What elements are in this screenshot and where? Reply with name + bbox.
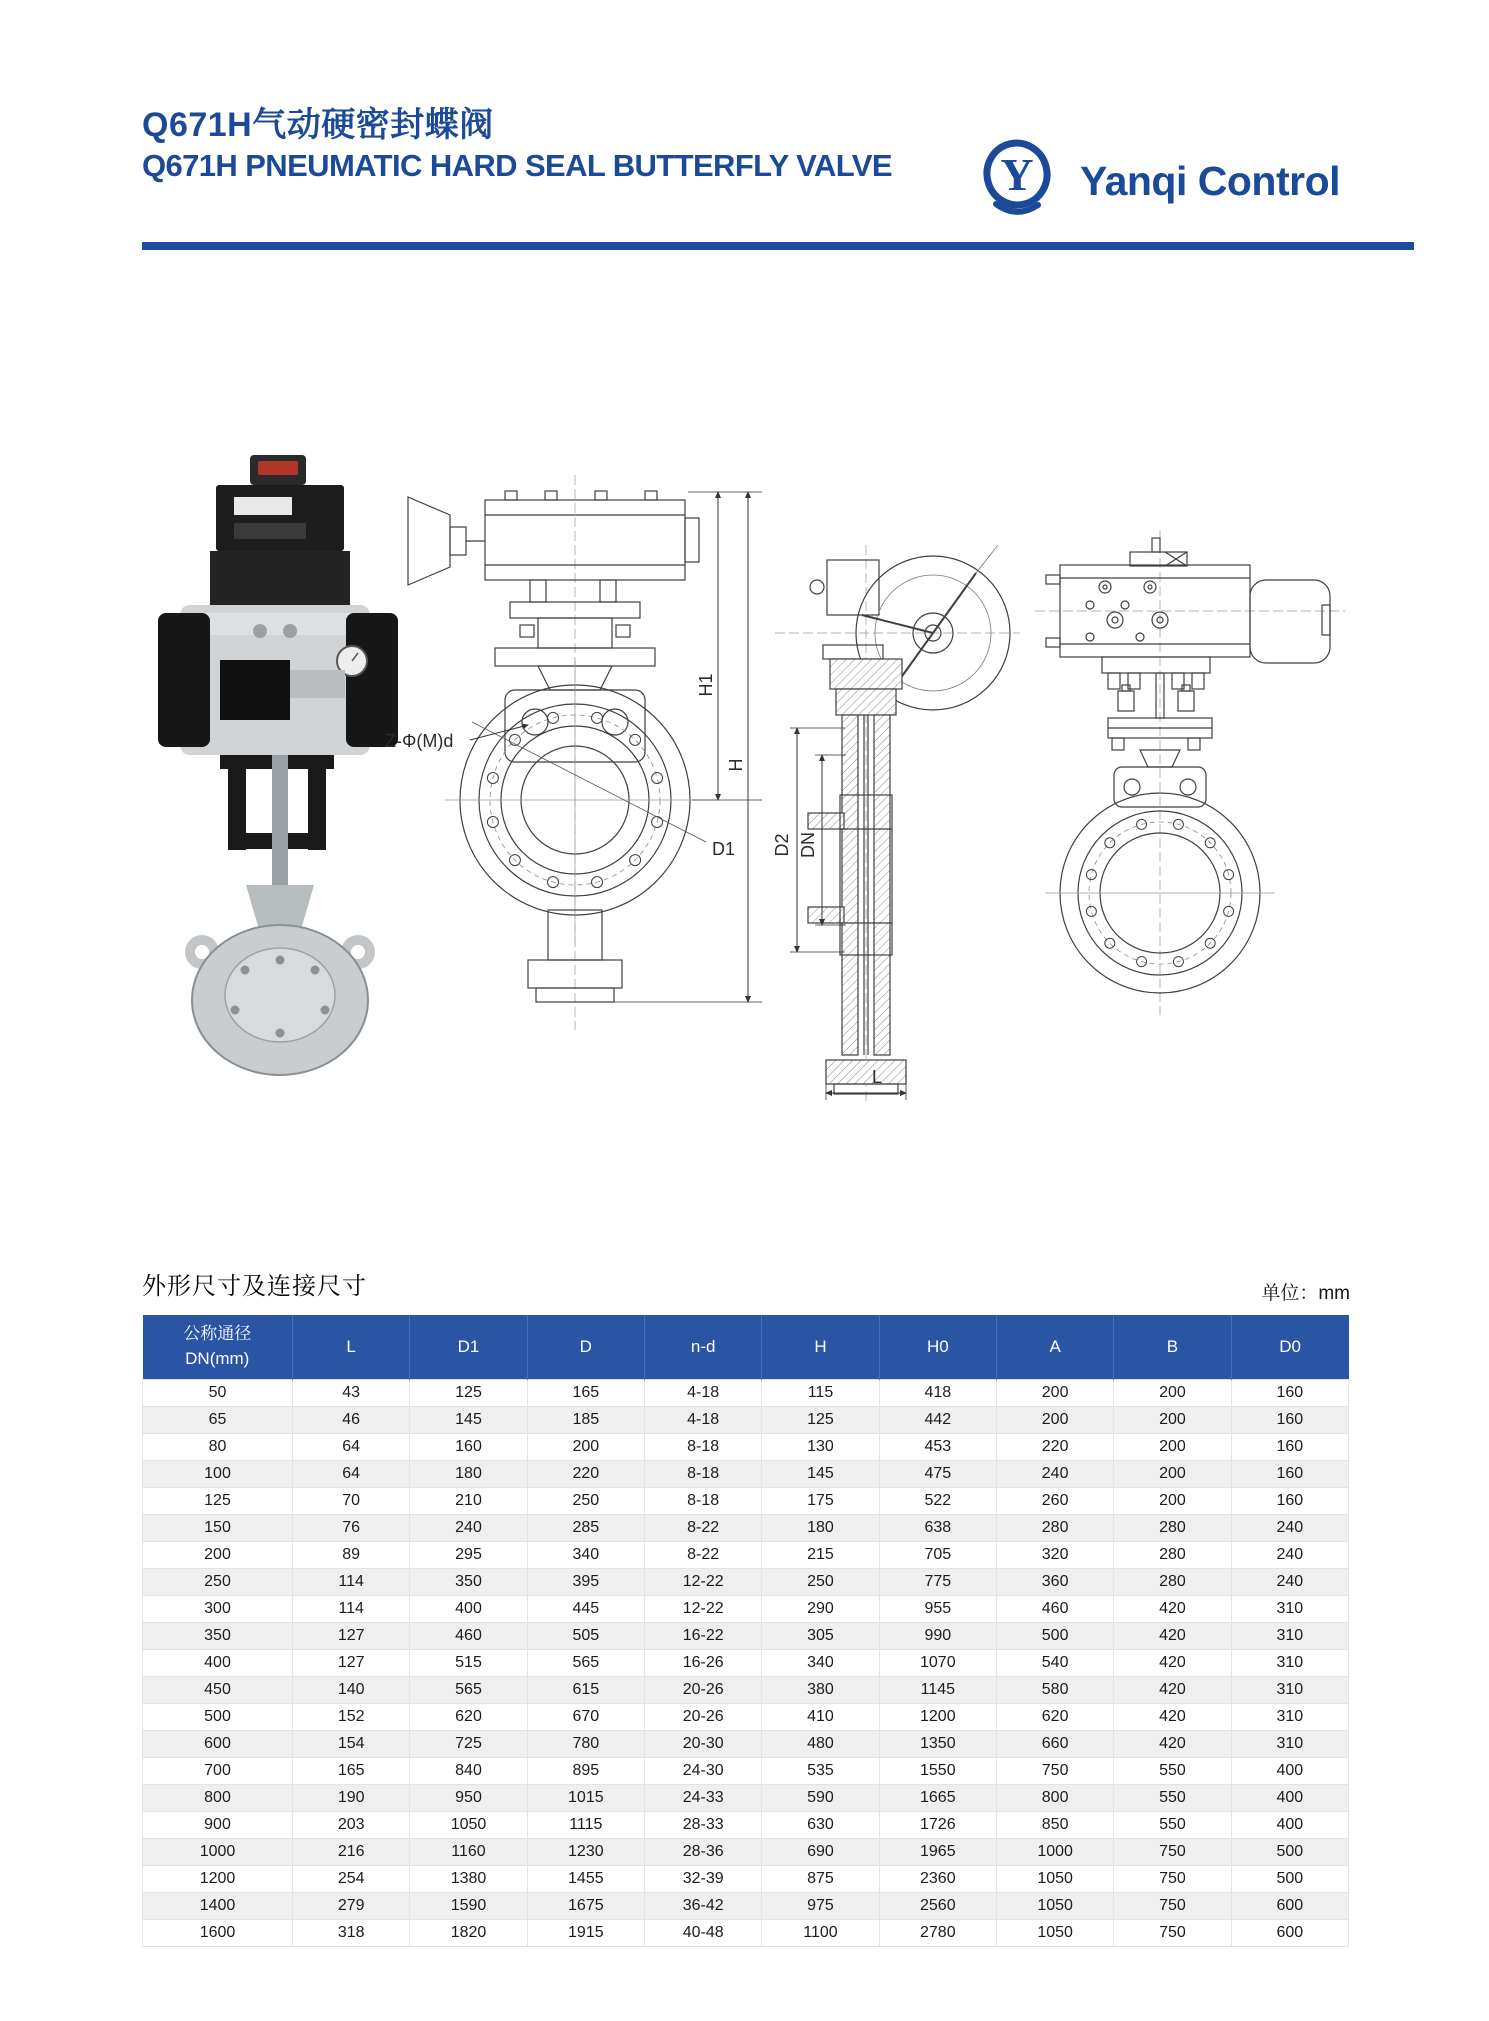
table-cell: 190: [293, 1784, 410, 1811]
table-cell: 280: [996, 1514, 1113, 1541]
table-cell: 750: [1114, 1838, 1231, 1865]
table-row: [143, 1379, 1349, 1406]
valve-drawings: [140, 415, 1360, 1115]
table-cell: 305: [762, 1622, 879, 1649]
table-row: [143, 1784, 1349, 1811]
table-cell: 125: [410, 1379, 527, 1406]
table-cell: 800: [996, 1784, 1113, 1811]
table-cell: 460: [410, 1622, 527, 1649]
table-cell: 1230: [527, 1838, 644, 1865]
table-cell: 2560: [879, 1892, 996, 1919]
table-cell: 750: [996, 1757, 1113, 1784]
column-header-dn: [143, 1315, 293, 1379]
table-row: [143, 1541, 1349, 1568]
table-cell: 12-22: [644, 1595, 761, 1622]
table-cell: 1145: [879, 1676, 996, 1703]
table-cell: 565: [410, 1676, 527, 1703]
table-cell: 1000: [143, 1838, 293, 1865]
table-cell: 690: [762, 1838, 879, 1865]
column-header: H0: [879, 1315, 996, 1379]
product-title-zh: Q671H气动硬密封蝶阀: [142, 106, 494, 144]
table-cell: 850: [996, 1811, 1113, 1838]
table-cell: 350: [410, 1568, 527, 1595]
table-cell: 1590: [410, 1892, 527, 1919]
table-cell: 254: [293, 1865, 410, 1892]
table-cell: 20-30: [644, 1730, 761, 1757]
table-cell: 875: [762, 1865, 879, 1892]
table-cell: 43: [293, 1379, 410, 1406]
table-cell: 240: [1231, 1568, 1348, 1595]
table-cell: 460: [996, 1595, 1113, 1622]
table-cell: 550: [1114, 1784, 1231, 1811]
table-cell: 565: [527, 1649, 644, 1676]
table-row: [143, 1460, 1349, 1487]
table-cell: 550: [1114, 1811, 1231, 1838]
table-cell: 80: [143, 1433, 293, 1460]
table-cell: 750: [1114, 1892, 1231, 1919]
table-cell: 320: [996, 1541, 1113, 1568]
table-cell: 310: [1231, 1676, 1348, 1703]
dim-table-body: [143, 1379, 1349, 1946]
table-cell: 310: [1231, 1649, 1348, 1676]
table-row: [143, 1865, 1349, 1892]
table-cell: 240: [1231, 1514, 1348, 1541]
table-cell: 360: [996, 1568, 1113, 1595]
table-cell: 46: [293, 1406, 410, 1433]
table-cell: 12-22: [644, 1568, 761, 1595]
brand-logo-icon: [978, 136, 1056, 227]
table-cell: 240: [1231, 1541, 1348, 1568]
column-header: H: [762, 1315, 879, 1379]
table-cell: 24-30: [644, 1757, 761, 1784]
table-row: [143, 1622, 1349, 1649]
table-cell: 125: [762, 1406, 879, 1433]
table-cell: 340: [762, 1649, 879, 1676]
table-cell: 2360: [879, 1865, 996, 1892]
table-cell: 8-18: [644, 1433, 761, 1460]
table-cell: 475: [879, 1460, 996, 1487]
table-cell: 216: [293, 1838, 410, 1865]
unit-note: 单位：mm: [1261, 1283, 1350, 1304]
table-cell: 705: [879, 1541, 996, 1568]
table-cell: 8-22: [644, 1514, 761, 1541]
table-cell: 240: [996, 1460, 1113, 1487]
table-cell: 450: [143, 1676, 293, 1703]
column-header: B: [1114, 1315, 1231, 1379]
table-cell: 515: [410, 1649, 527, 1676]
table-cell: 1455: [527, 1865, 644, 1892]
table-cell: 840: [410, 1757, 527, 1784]
table-cell: 210: [410, 1487, 527, 1514]
table-cell: 453: [879, 1433, 996, 1460]
front-view-drawing: [408, 475, 762, 1030]
table-cell: 1380: [410, 1865, 527, 1892]
table-cell: 638: [879, 1514, 996, 1541]
table-cell: 418: [879, 1379, 996, 1406]
table-cell: 200: [1114, 1433, 1231, 1460]
table-cell: 250: [143, 1568, 293, 1595]
table-row: [143, 1595, 1349, 1622]
table-cell: 127: [293, 1622, 410, 1649]
table-cell: 32-39: [644, 1865, 761, 1892]
table-cell: 750: [1114, 1919, 1231, 1946]
table-cell: 420: [1114, 1595, 1231, 1622]
table-cell: 445: [527, 1595, 644, 1622]
table-row: [143, 1676, 1349, 1703]
table-cell: 280: [1114, 1541, 1231, 1568]
table-cell: 20-26: [644, 1703, 761, 1730]
table-cell: 114: [293, 1595, 410, 1622]
table-cell: 180: [762, 1514, 879, 1541]
table-cell: 800: [143, 1784, 293, 1811]
table-cell: 620: [410, 1703, 527, 1730]
table-cell: 950: [410, 1784, 527, 1811]
table-cell: 200: [1114, 1460, 1231, 1487]
table-cell: 115: [762, 1379, 879, 1406]
table-cell: 36-42: [644, 1892, 761, 1919]
table-row: [143, 1892, 1349, 1919]
table-cell: 250: [762, 1568, 879, 1595]
table-cell: 24-33: [644, 1784, 761, 1811]
table-cell: 895: [527, 1757, 644, 1784]
table-cell: 160: [1231, 1460, 1348, 1487]
actuator-front: [485, 500, 685, 580]
table-cell: 200: [996, 1379, 1113, 1406]
table-cell: 200: [1114, 1406, 1231, 1433]
table-cell: 310: [1231, 1730, 1348, 1757]
table-cell: 1000: [996, 1838, 1113, 1865]
table-cell: 620: [996, 1703, 1113, 1730]
table-cell: 152: [293, 1703, 410, 1730]
table-row: [143, 1514, 1349, 1541]
table-cell: 8-18: [644, 1460, 761, 1487]
table-cell: 220: [527, 1460, 644, 1487]
table-cell: 725: [410, 1730, 527, 1757]
table-cell: 50: [143, 1379, 293, 1406]
table-cell: 955: [879, 1595, 996, 1622]
table-cell: 522: [879, 1487, 996, 1514]
table-cell: 4-18: [644, 1406, 761, 1433]
dimensions-table: [142, 1315, 1349, 1947]
table-cell: 580: [996, 1676, 1113, 1703]
table-cell: 400: [410, 1595, 527, 1622]
right-view-drawing: [1035, 530, 1345, 1015]
table-cell: 1050: [410, 1811, 527, 1838]
table-cell: 750: [1114, 1865, 1231, 1892]
table-cell: 180: [410, 1460, 527, 1487]
table-cell: 500: [996, 1622, 1113, 1649]
table-cell: 145: [762, 1460, 879, 1487]
table-cell: 1675: [527, 1892, 644, 1919]
table-cell: 590: [762, 1784, 879, 1811]
table-cell: 380: [762, 1676, 879, 1703]
table-cell: 64: [293, 1460, 410, 1487]
table-cell: 630: [762, 1811, 879, 1838]
table-cell: 125: [143, 1487, 293, 1514]
table-cell: 165: [293, 1757, 410, 1784]
table-cell: 420: [1114, 1730, 1231, 1757]
table-cell: 350: [143, 1622, 293, 1649]
table-cell: 290: [762, 1595, 879, 1622]
table-cell: 160: [410, 1433, 527, 1460]
table-cell: 70: [293, 1487, 410, 1514]
handwheel-profile: [408, 497, 450, 585]
table-cell: 240: [410, 1514, 527, 1541]
table-cell: 64: [293, 1433, 410, 1460]
table-cell: 65: [143, 1406, 293, 1433]
table-cell: 1050: [996, 1865, 1113, 1892]
table-cell: 1550: [879, 1757, 996, 1784]
table-cell: 550: [1114, 1757, 1231, 1784]
header-divider: [142, 242, 1414, 250]
table-cell: 310: [1231, 1703, 1348, 1730]
table-cell: 310: [1231, 1622, 1348, 1649]
table-cell: 1350: [879, 1730, 996, 1757]
table-cell: 395: [527, 1568, 644, 1595]
table-cell: 200: [996, 1406, 1113, 1433]
table-cell: 20-26: [644, 1676, 761, 1703]
table-cell: 1070: [879, 1649, 996, 1676]
solenoid-side: [1250, 580, 1330, 663]
table-cell: 150: [143, 1514, 293, 1541]
table-cell: 16-22: [644, 1622, 761, 1649]
table-cell: 16-26: [644, 1649, 761, 1676]
table-cell: 185: [527, 1406, 644, 1433]
table-cell: 540: [996, 1649, 1113, 1676]
table-cell: 1050: [996, 1892, 1113, 1919]
d1-label: D1: [712, 839, 736, 859]
table-cell: 780: [527, 1730, 644, 1757]
valve-photo: [158, 455, 398, 1075]
table-row: [143, 1568, 1349, 1595]
table-cell: 975: [762, 1892, 879, 1919]
table-row: [143, 1649, 1349, 1676]
brand-logo: [978, 136, 1340, 227]
solenoid-valve: [220, 660, 290, 720]
column-header-dn-line1: 公称通径: [183, 1324, 252, 1344]
h-label: H: [726, 758, 746, 772]
product-title-en: Q671H PNEUMATIC HARD SEAL BUTTERFLY VALVE: [142, 148, 892, 184]
table-cell: 8-22: [644, 1541, 761, 1568]
table-cell: 4-18: [644, 1379, 761, 1406]
column-header: A: [996, 1315, 1113, 1379]
table-cell: 1965: [879, 1838, 996, 1865]
table-cell: 400: [1231, 1811, 1348, 1838]
table-cell: 535: [762, 1757, 879, 1784]
table-cell: 28-33: [644, 1811, 761, 1838]
table-cell: 600: [1231, 1892, 1348, 1919]
table-cell: 310: [1231, 1595, 1348, 1622]
table-cell: 615: [527, 1676, 644, 1703]
table-cell: 279: [293, 1892, 410, 1919]
table-cell: 127: [293, 1649, 410, 1676]
table-cell: 990: [879, 1622, 996, 1649]
dim-table-header-row: [143, 1315, 1349, 1379]
table-cell: 1726: [879, 1811, 996, 1838]
table-cell: 200: [1114, 1487, 1231, 1514]
table-cell: 900: [143, 1811, 293, 1838]
d2-label: D2: [772, 833, 792, 857]
table-cell: 76: [293, 1514, 410, 1541]
table-cell: 154: [293, 1730, 410, 1757]
table-cell: 250: [527, 1487, 644, 1514]
column-header: L: [293, 1315, 410, 1379]
table-cell: 220: [996, 1433, 1113, 1460]
table-row: [143, 1730, 1349, 1757]
l-label: L: [872, 1067, 883, 1087]
table-cell: 200: [1114, 1379, 1231, 1406]
table-cell: 28-36: [644, 1838, 761, 1865]
table-cell: 160: [1231, 1433, 1348, 1460]
table-cell: 200: [527, 1433, 644, 1460]
table-cell: 40-48: [644, 1919, 761, 1946]
table-cell: 8-18: [644, 1487, 761, 1514]
table-cell: 500: [143, 1703, 293, 1730]
table-cell: 280: [1114, 1568, 1231, 1595]
table-cell: 505: [527, 1622, 644, 1649]
table-cell: 775: [879, 1568, 996, 1595]
table-cell: 340: [527, 1541, 644, 1568]
table-cell: 700: [143, 1757, 293, 1784]
indicator-dome: [258, 461, 298, 475]
table-cell: 203: [293, 1811, 410, 1838]
section-view-drawing: [775, 545, 1020, 1105]
table-cell: 1050: [996, 1919, 1113, 1946]
table-cell: 400: [1231, 1784, 1348, 1811]
table-cell: 500: [1231, 1838, 1348, 1865]
table-row: [143, 1433, 1349, 1460]
table-cell: 295: [410, 1541, 527, 1568]
table-cell: 420: [1114, 1676, 1231, 1703]
table-cell: 410: [762, 1703, 879, 1730]
h1-label: H1: [696, 673, 716, 697]
table-cell: 500: [1231, 1865, 1348, 1892]
table-cell: 1820: [410, 1919, 527, 1946]
table-cell: 1665: [879, 1784, 996, 1811]
table-row: [143, 1487, 1349, 1514]
table-cell: 660: [996, 1730, 1113, 1757]
table-cell: 130: [762, 1433, 879, 1460]
column-header: D: [527, 1315, 644, 1379]
table-cell: 1200: [143, 1865, 293, 1892]
table-cell: 400: [1231, 1757, 1348, 1784]
table-cell: 1400: [143, 1892, 293, 1919]
table-cell: 400: [143, 1649, 293, 1676]
table-row: [143, 1838, 1349, 1865]
table-cell: 89: [293, 1541, 410, 1568]
table-cell: 285: [527, 1514, 644, 1541]
table-cell: 260: [996, 1487, 1113, 1514]
table-cell: 1200: [879, 1703, 996, 1730]
brand-initial: Y: [1000, 149, 1034, 200]
table-cell: 100: [143, 1460, 293, 1487]
brand-name: Yanqi Control: [1080, 158, 1340, 204]
table-cell: 2780: [879, 1919, 996, 1946]
bolt-pattern-label: Z-Φ(M)d: [385, 731, 454, 751]
table-row: [143, 1811, 1349, 1838]
table-cell: 600: [143, 1730, 293, 1757]
table-cell: 175: [762, 1487, 879, 1514]
table-cell: 215: [762, 1541, 879, 1568]
table-row: [143, 1406, 1349, 1433]
table-cell: 1600: [143, 1919, 293, 1946]
column-header-dn-line2: DN(mm): [185, 1348, 250, 1368]
column-header: D0: [1231, 1315, 1348, 1379]
table-cell: 160: [1231, 1487, 1348, 1514]
table-cell: 160: [1231, 1406, 1348, 1433]
table-cell: 140: [293, 1676, 410, 1703]
table-cell: 114: [293, 1568, 410, 1595]
table-cell: 160: [1231, 1379, 1348, 1406]
dn-label: DN: [798, 832, 818, 858]
table-cell: 145: [410, 1406, 527, 1433]
table-cell: 1915: [527, 1919, 644, 1946]
table-cell: 420: [1114, 1703, 1231, 1730]
table-cell: 1015: [527, 1784, 644, 1811]
table-cell: 300: [143, 1595, 293, 1622]
column-header: n-d: [644, 1315, 761, 1379]
table-cell: 600: [1231, 1919, 1348, 1946]
table-cell: 1100: [762, 1919, 879, 1946]
table-row: [143, 1703, 1349, 1730]
table-cell: 670: [527, 1703, 644, 1730]
table-cell: 280: [1114, 1514, 1231, 1541]
column-header: D1: [410, 1315, 527, 1379]
table-row: [143, 1757, 1349, 1784]
table-cell: 420: [1114, 1622, 1231, 1649]
table-section-title: 外形尺寸及连接尺寸: [142, 1273, 367, 1300]
table-cell: 420: [1114, 1649, 1231, 1676]
table-cell: 318: [293, 1919, 410, 1946]
table-cell: 480: [762, 1730, 879, 1757]
table-cell: 165: [527, 1379, 644, 1406]
table-cell: 442: [879, 1406, 996, 1433]
table-cell: 200: [143, 1541, 293, 1568]
page-header: [142, 106, 892, 184]
table-row: [143, 1919, 1349, 1946]
table-cell: 1160: [410, 1838, 527, 1865]
table-cell: 1115: [527, 1811, 644, 1838]
